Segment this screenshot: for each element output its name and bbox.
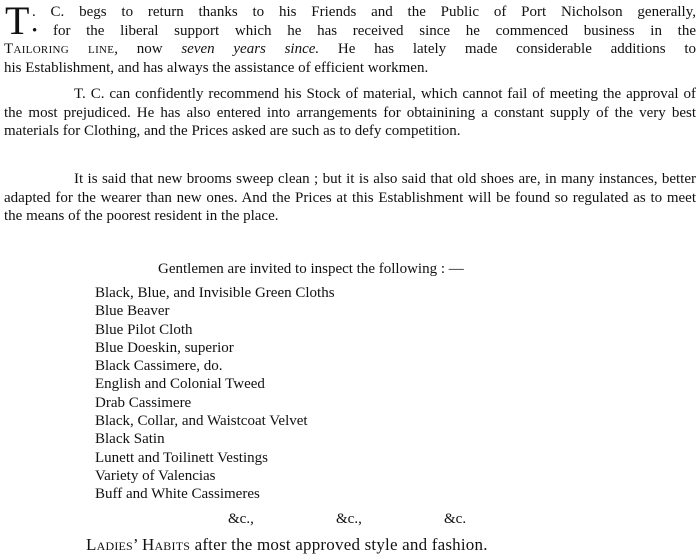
thanks-line-4: his Establishment, and has always the assistance of efficient workmen.: [4, 59, 429, 76]
etc-2: &c.,: [336, 511, 362, 527]
list-item: Blue Doeskin, superior: [95, 339, 234, 356]
list-item: Black, Blue, and Invisible Green Cloths: [95, 285, 335, 301]
thanks-line-3: [4, 40, 696, 59]
list-item: Drab Cassimere: [95, 394, 192, 411]
thanks-line-3-b: , now: [114, 41, 182, 57]
etc-3: &c.: [444, 511, 467, 527]
list-item: Blue Beaver: [95, 303, 170, 320]
list-item: Lunett and Toilinett Vestings: [95, 449, 268, 466]
drop-cap: T: [5, 0, 30, 43]
list-item: Black Cassimere, do.: [95, 358, 223, 375]
ladies-habits-text: Ladies’ Habits: [86, 535, 191, 554]
thanks-line-3-d: He has lately made considerable additions to: [319, 41, 696, 57]
footer-line: [86, 535, 488, 555]
paragraph-stock: T. C. can confidently recommend his Stock of material, which cannot fail of meeting the approval of the most prejudiced. He has also entered into arrangements for obtainining a constant supply of the very best materials for Clothing, and the Prices asked are such as to defy competition.: [4, 86, 696, 139]
footer-rest: after the most approved style and fashion.: [190, 535, 488, 554]
etc-1: &c.,: [228, 511, 254, 527]
list-item: English and Colonial Tweed: [95, 376, 265, 393]
paragraph-thanks: [4, 0, 696, 77]
seven-years-text: seven years since.: [181, 41, 320, 57]
list-item: Black, Collar, and Waistcoat Velvet: [95, 413, 308, 430]
tailoring-line-text: Tailoring line: [4, 41, 115, 57]
paragraph-prices: It is said that new brooms sweep clean ; but it is also said that old shoes are, in many instances, better adapted for the wearer than new ones. And the Prices at this Establishment will be found so regulated as to meet the means of the poorest resident in the place.: [4, 171, 696, 224]
thanks-line-1: . C. begs to return thanks to his Friends and the Public of Port Nicholson generally,: [32, 4, 696, 20]
list-item: Black Satin: [95, 431, 165, 448]
list-item: Variety of Valencias: [95, 467, 216, 484]
list-item: Buff and White Cassimeres: [95, 486, 260, 503]
thanks-line-2: • for the liberal support which he has received since he commenced business in the: [32, 22, 696, 39]
invite-heading: Gentlemen are invited to inspect the following : —: [158, 261, 464, 277]
list-item: Blue Pilot Cloth: [95, 321, 193, 338]
goods-list: [95, 284, 335, 504]
